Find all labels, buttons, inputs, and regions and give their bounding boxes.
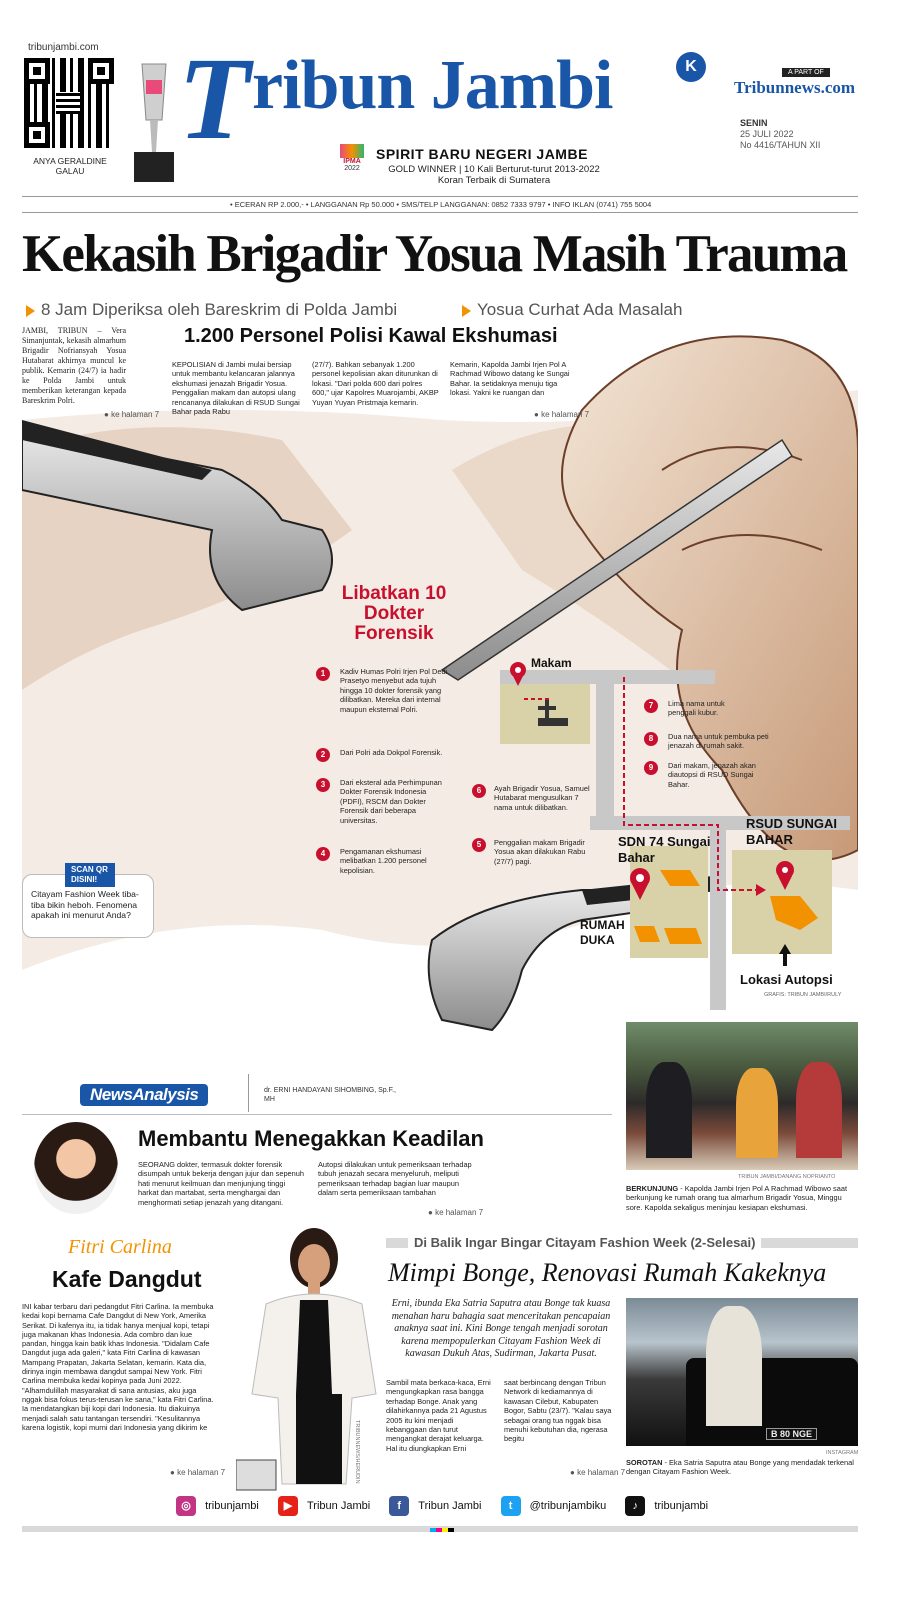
item-number: 1 bbox=[316, 667, 330, 681]
fitri-photo-credit: TRIBUNNEWS/HERUDIN bbox=[354, 1420, 360, 1484]
item-number: 6 bbox=[472, 784, 486, 798]
bonge-caption: SOROTAN - Eka Satria Saputra atau Bonge yang mendadak terkenal dengan Citayam Fashion Week. bbox=[626, 1458, 854, 1477]
footer-link[interactable]: Tribun Jambi bbox=[307, 1499, 371, 1512]
scan-qr-text: Citayam Fashion Week tiba-tiba bikin heboh. Fenomena apakah ini menurut Anda? bbox=[31, 889, 139, 920]
list-item: Dari eksteral ada Perhimpunan Dokter Forensik Indonesia (PDFI), RSCM dan Dokter Forensik dari beberapa universitas. bbox=[340, 778, 442, 825]
headline-title[interactable]: Kekasih Brigadir Yosua Masih Trauma bbox=[22, 225, 847, 283]
graphic-credit: GRAFIS: TRIBUN JAMBI/RULY bbox=[764, 992, 842, 998]
bonge-photo-credit: INSTAGRAM bbox=[826, 1450, 859, 1456]
ipma-badge: IPMA 2022 bbox=[340, 144, 364, 172]
kompas-logo-icon: K bbox=[676, 52, 706, 82]
infographic-title: Libatkan 10 Dokter Forensik bbox=[341, 583, 447, 644]
analysis-more[interactable]: ● ke halaman 7 bbox=[428, 1208, 484, 1217]
photo-caption: BERKUNJUNG - Kapolda Jambi Irjen Pol A Rachmad Wibowo saat berkunjung ke rumah orang tua almarhum Brigadir Yosua, Minggu sore. Kapolda sekaligus meninjau kesiapan ekshumasi. bbox=[626, 1184, 848, 1212]
citayam-col1: Sambil mata berkaca-kaca, Erni mengungkapkan rasa bangga terhadap Bonge. Anak yang dilahirkannya pada 21 Agustus 2005 itu kini menjadi kebanggaan dan turut mengangkat derajat keluarga. Hal itu diungkapkan Erni bbox=[386, 1378, 491, 1453]
item-number: 3 bbox=[316, 778, 330, 792]
masthead-t: T bbox=[178, 33, 251, 164]
award-line: GOLD WINNER | 10 Kali Berturut-turut 2013-2022 Koran Terbaik di Sumatera bbox=[388, 164, 600, 186]
story2-col1: KEPOLISIAN di Jambi mulai bersiap untuk membantu kelancaran jalannya ekshumasi jenazah Brigadir Yosua. Penggalian makam dan autopsi ulang rencananya dilakukan di RSUD Sungai Bahar pada Rabu bbox=[172, 360, 300, 417]
citayam-kicker: Di Balik Ingar Bingar Citayam Fashion Week (2-Selesai) bbox=[408, 1235, 761, 1250]
fitri-photo bbox=[236, 1224, 386, 1496]
analysis-author: dr. ERNI HANDAYANI SIHOMBING, Sp.F., MH bbox=[264, 1087, 396, 1103]
fitri-title[interactable]: Kafe Dangdut bbox=[52, 1266, 202, 1292]
map-label-lokasi: Lokasi Autopsi bbox=[740, 972, 833, 987]
map-label-makam: Makam bbox=[531, 656, 572, 670]
lead-text: JAMBI, TRIBUN – Vera Simanjuntak, kekasih almarhum Brigadir Nofriansyah Yosua Hutabarat akhirnya muncul ke publik. Kemarin (24/7) ia hadir ke Polda Jambi untuk memberikan keterangan kepada Bareskrim Polri. bbox=[22, 326, 126, 405]
site-url[interactable]: tribunjambi.com bbox=[28, 42, 99, 53]
scan-qr-label: SCAN QR DISINI! bbox=[65, 863, 115, 887]
list-item: Dari makam, jenazah akan diautopsi di RSUD Sungai Bahar. bbox=[668, 761, 756, 789]
list-item: Dari Polri ada Dokpol Forensik. bbox=[340, 748, 443, 757]
color-registration-mark bbox=[430, 1528, 454, 1532]
item-number: 2 bbox=[316, 748, 330, 762]
car-plate: B 80 NGE bbox=[766, 1428, 817, 1440]
footer-link[interactable]: tribunjambi bbox=[654, 1499, 709, 1512]
divider bbox=[22, 1114, 612, 1115]
news-analysis-badge: NewsAnalysis bbox=[80, 1084, 208, 1106]
twitter-icon[interactable]: t bbox=[501, 1496, 521, 1516]
fitri-body: INI kabar terbaru dari pedangdut Fitri Carlina. Ia membuka kedai kopi bernama Cafe Dangdut di New York, Amerika Serikat. Di kafenya itu, ia tidak hanya menjual kopi, tetapi juga makanan khas Indonesia. Ada combro dan kue pandan, hingga kain batik khas Indonesia. "Didalam Cafe Dangdut juga ada galeri," kata Fitri Carlina di kawasan Mampang Prapatan, Jakarta Selatan, kemarin. Kata dia, dirinya ingin membawa dangdut sampai New York. Fitri Carlina membuka kedai kopinya pada Juni 2022. "Alhamdulillah masyarakat di sana antusias, aku juga nggak bisa fokus terus-terusan ke sana," kata Fitri Carlina. Ia mendatangkan biji kopi dari Indonesia. Itu diakuinya menjadi salah satu tantangan tersendiri. "Kesulitannya karena logistik, kopi murni dari Indonesia yang dikirim ke bbox=[22, 1302, 214, 1432]
info-bar: • ECERAN RP 2.000,- • LANGGANAN Rp 50.000 • SMS/TELP LANGGANAN: 0852 7333 9797 • INFO IKLAN (0741) 755 5004 bbox=[230, 200, 652, 209]
facebook-icon[interactable]: f bbox=[389, 1496, 409, 1516]
story2-more[interactable]: ● ke halaman 7 bbox=[534, 410, 590, 419]
tiktok-icon[interactable]: ♪ bbox=[625, 1496, 645, 1516]
arrow-icon bbox=[26, 305, 35, 317]
footer-link[interactable]: tribunjambi bbox=[205, 1499, 259, 1512]
story2-col3: Kemarin, Kapolda Jambi Irjen Pol A Rachmad Wibowo datang ke Sungai Bahar. Ia setidaknya menuju tiga lokasi. Yakni ke ruangan dan bbox=[450, 360, 570, 398]
youtube-icon[interactable]: ▶ bbox=[278, 1496, 298, 1516]
scan-qr-box[interactable] bbox=[22, 865, 154, 938]
citayam-title[interactable]: Mimpi Bonge, Renovasi Rumah Kakeknya bbox=[388, 1258, 827, 1287]
item-number: 7 bbox=[644, 699, 658, 713]
citayam-intro: Erni, ibunda Eka Satria Saputra atau Bonge tak kuasa menahan haru bahagia saat menceritakan pencapaian anaknya saat ini. Kini Bonge tengah menjadi sorotan karena mempopulerkan Citayam Fashion Week di kawasan Dukuh Atas, Sudirman, Jakarta Pusat. bbox=[391, 1298, 611, 1359]
footer-bar bbox=[176, 1496, 876, 1520]
story2-title[interactable]: 1.200 Personel Polisi Kawal Ekshumasi bbox=[184, 325, 558, 347]
fitri-name: Fitri Carlina bbox=[68, 1236, 172, 1258]
masthead-title[interactable]: ribun Jambi bbox=[252, 47, 613, 124]
analysis-col1: SEORANG dokter, termasuk dokter forensik disumpah untuk bekerja dengan jujur dan sepenuh hati menurut keilmuan dan menjunjung tinggi harkat dan martabat, serta menghargai dan menghormati setiap jenazah yang ditangani. bbox=[138, 1160, 305, 1207]
bonge-photo bbox=[626, 1298, 858, 1446]
divider bbox=[22, 196, 858, 197]
analysis-title[interactable]: Membantu Menegakkan Keadilan bbox=[138, 1126, 484, 1151]
lead-more[interactable]: ● ke halaman 7 bbox=[104, 410, 160, 419]
arrow-icon bbox=[462, 305, 471, 317]
news-photo bbox=[626, 1022, 858, 1170]
author-avatar bbox=[34, 1122, 118, 1214]
issue-info: SENIN 25 JULI 2022 No 4416/TAHUN XII bbox=[740, 118, 821, 150]
story2-col2: (27/7). Bahkan sebanyak 1.200 personel kepolisian akan diturunkan di lokasi. "Dari polda 600 dari polres 600," ujar Kapolres Muarojambi, AKBP Yuyan Yuyan Pristmaja kemarin. bbox=[312, 360, 439, 407]
footer-link[interactable]: Tribun Jambi bbox=[418, 1499, 482, 1512]
map-label-rsud: RSUD SUNGAI BAHAR bbox=[746, 816, 838, 847]
item-number: 8 bbox=[644, 732, 658, 746]
tribunnews-logo[interactable]: Tribunnews.com bbox=[734, 78, 856, 97]
citayam-col2: saat berbincang dengan Tribun Network di kediamannya di kawasan Cilebut, Kabupaten Bogor, Sabtu (23/7). "Kalau saya sebagai orang tua nggak bisa menuhi kebutuhan dia, ngerasa begitu bbox=[504, 1378, 612, 1444]
divider bbox=[248, 1074, 249, 1112]
footer-link[interactable]: @tribunjambiku bbox=[529, 1499, 607, 1512]
list-item: Dua nama untuk pembuka peti jenazah di rumah sakit. bbox=[668, 732, 769, 751]
analysis-col2: Autopsi dilakukan untuk pemeriksaan terhadap tubuh jenazah secara menyeluruh, meliputi pemeriksaan terhadap bagian luar maupun dalam serta pemeriksaan tambahan bbox=[318, 1160, 472, 1198]
divider bbox=[22, 212, 858, 213]
qr-caption: ANYA GERALDINE GALAU bbox=[33, 156, 107, 176]
instagram-icon[interactable]: ◎ bbox=[176, 1496, 196, 1516]
fitri-more[interactable]: ● ke halaman 7 bbox=[170, 1468, 226, 1477]
list-item: Pengamanan ekshumasi melibatkan 1.200 personel kepolisian. bbox=[340, 847, 427, 875]
photo-credit: TRIBUN JAMBI/DANANG NOPRIANTO bbox=[738, 1174, 836, 1180]
list-item: Lima nama untuk penggali kubur. bbox=[668, 699, 725, 718]
citayam-more[interactable]: ● ke halaman 7 bbox=[570, 1468, 626, 1477]
part-of-label: A PART OF bbox=[782, 68, 830, 77]
list-item: Ayah Brigadir Yosua, Samuel Hutabarat mengusulkan 7 nama untuk dilibatkan. bbox=[494, 784, 590, 812]
list-item: Kadiv Humas Polri Irjen Pol Dedi Prasetyo menyebut ada tujuh hingga 10 dokter forensik yang dilibatkan. Mereka dari internal maupun eksternal Polri. bbox=[340, 667, 448, 714]
tagline: SPIRIT BARU NEGERI JAMBE bbox=[376, 146, 588, 162]
list-item: Penggalian makam Brigadir Yosua akan dilakukan Rabu (27/7) pagi. bbox=[494, 838, 586, 866]
map-label-rumah-duka: RUMAH DUKA bbox=[580, 918, 625, 947]
trophy-icon bbox=[128, 60, 180, 184]
masthead-area bbox=[0, 0, 897, 196]
item-number: 5 bbox=[472, 838, 486, 852]
item-number: 4 bbox=[316, 847, 330, 861]
map-label-sdn: SDN 74 Sungai Bahar bbox=[618, 834, 711, 865]
subhead-2: Yosua Curhat Ada Masalah bbox=[462, 300, 682, 320]
qr-code[interactable] bbox=[24, 58, 114, 148]
subhead-1: 8 Jam Diperiksa oleh Bareskrim di Polda Jambi bbox=[26, 300, 397, 320]
item-number: 9 bbox=[644, 761, 658, 775]
